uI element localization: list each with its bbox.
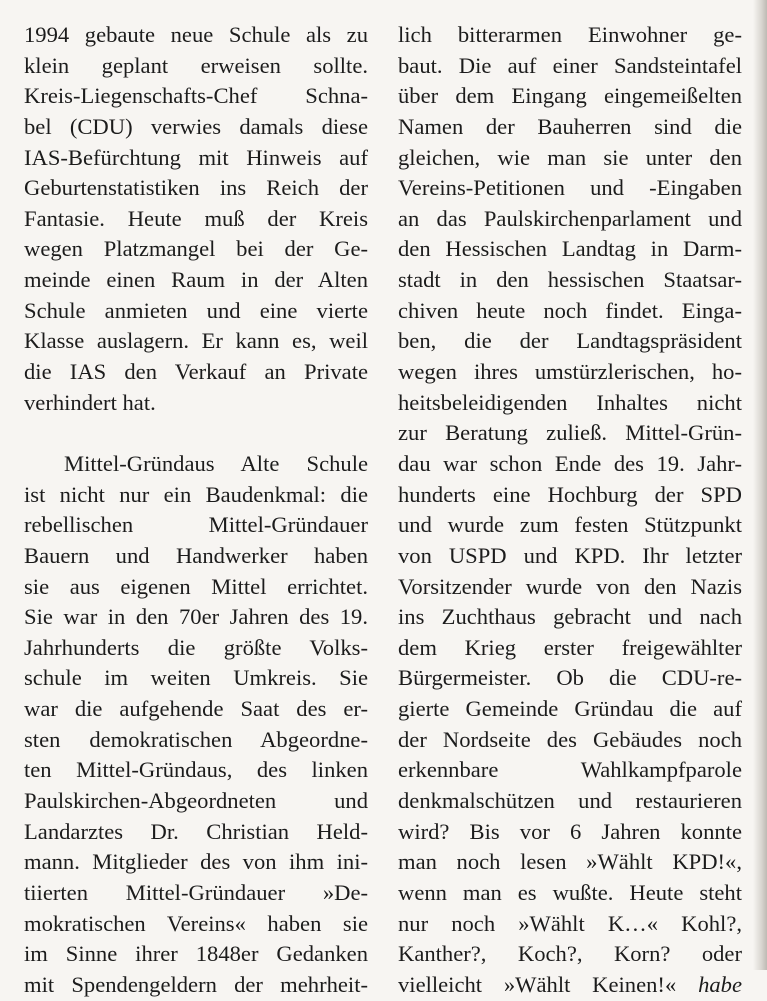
text-line: an das Paulskirchenparlament und bbox=[398, 205, 742, 231]
text-line: klein geplant erweisen sollte. bbox=[24, 52, 368, 78]
text-line: den Hessischen Landtag in Darm- bbox=[398, 236, 742, 262]
text-line: Jahrhunderts die größte Volks- bbox=[24, 634, 368, 660]
text-line: man noch lesen »Wählt KPD!«, bbox=[398, 849, 742, 875]
text-line: Vorsitzender wurde von den Nazis bbox=[398, 573, 742, 599]
page-edge-shadow bbox=[753, 0, 767, 970]
text-line: gleichen, wie man sie unter den bbox=[398, 144, 742, 170]
text-line: verhindert hat. bbox=[24, 389, 156, 415]
text-line: meinde einen Raum in der Alten bbox=[24, 267, 368, 293]
text-line: heitsbeleidigenden Inhaltes nicht bbox=[398, 389, 742, 415]
text-line: Kreis-Liegenschafts-Chef Schna- bbox=[24, 83, 368, 109]
paragraph-gap bbox=[24, 418, 368, 449]
text-line: Mittel-Gründaus Alte Schule bbox=[64, 450, 368, 476]
text-line: dem Krieg erster freigewählter bbox=[398, 634, 742, 660]
text-line: mokratischen Vereins« haben sie bbox=[24, 910, 368, 936]
text-line: Kanther?, Koch?, Korn? oder bbox=[398, 941, 742, 967]
text-line: hunderts eine Hochburg der SPD bbox=[398, 481, 742, 507]
right-column bbox=[398, 20, 742, 1001]
text-fragment: vielleicht »Wählt Keinen!« bbox=[398, 971, 677, 997]
text-line: denkmalschützen und restaurieren bbox=[398, 788, 742, 814]
text-line: schule im weiten Umkreis. Sie bbox=[24, 665, 368, 691]
text-line: die IAS den Verkauf an Private bbox=[24, 359, 368, 385]
text-line: Schule anmieten und eine vierte bbox=[24, 297, 368, 323]
text-line: Vereins-Petitionen und -Eingaben bbox=[398, 175, 742, 201]
text-line: von USPD und KPD. Ihr letzter bbox=[398, 542, 742, 568]
text-line: ten Mittel-Gründaus, des linken bbox=[24, 757, 368, 783]
text-line: baut. Die auf einer Sandsteintafel bbox=[398, 52, 742, 78]
text-line: und wurde zum festen Stützpunkt bbox=[398, 512, 742, 538]
text-line: war die aufgehende Saat des er- bbox=[24, 696, 368, 722]
text-line: wegen Platzmangel bei der Ge- bbox=[24, 236, 368, 262]
text-line: zur Beratung zuließ. Mittel-Grün- bbox=[398, 420, 742, 446]
left-column bbox=[24, 20, 368, 1001]
text-line: mit Spendengeldern der mehrheit- bbox=[24, 971, 368, 997]
final-line bbox=[398, 970, 742, 1001]
text-line: über dem Eingang eingemeißelten bbox=[398, 83, 742, 109]
text-line: sten demokratischen Abgeordne- bbox=[24, 726, 368, 752]
signature-text: habe bbox=[698, 971, 742, 997]
text-line: Klasse auslagern. Er kann es, weil bbox=[24, 328, 368, 354]
text-line: sie aus eigenen Mittel errichtet. bbox=[24, 573, 368, 599]
text-line: Landarztes Dr. Christian Held- bbox=[24, 818, 368, 844]
text-line: rebellischen Mittel-Gründauer bbox=[24, 512, 368, 538]
text-line: Bürgermeister. Ob die CDU-re- bbox=[398, 665, 742, 691]
text-line: erkennbare Wahlkampfparole bbox=[398, 757, 742, 783]
text-line: Fantasie. Heute muß der Kreis bbox=[24, 205, 368, 231]
text-line: ins Zuchthaus gebracht und nach bbox=[398, 604, 742, 630]
text-line: mann. Mitglieder des von ihm ini- bbox=[24, 849, 368, 875]
text-line: wenn man es wußte. Heute steht bbox=[398, 879, 742, 905]
text-line: im Sinne ihrer 1848er Gedanken bbox=[24, 941, 368, 967]
text-line: Paulskirchen-Abgeordneten und bbox=[24, 788, 368, 814]
text-line: ben, die der Landtagspräsident bbox=[398, 328, 742, 354]
text-line: wegen ihres umstürzlerischen, ho- bbox=[398, 359, 742, 385]
text-line: Namen der Bauherren sind die bbox=[398, 113, 742, 139]
text-line: bel (CDU) verwies damals diese bbox=[24, 113, 368, 139]
text-line: der Nordseite des Gebäudes noch bbox=[398, 726, 742, 752]
text-line: stadt in den hessischen Staatsar- bbox=[398, 267, 742, 293]
text-line: gierte Gemeinde Gründau die auf bbox=[398, 696, 742, 722]
text-line: Geburtenstatistiken ins Reich der bbox=[24, 175, 368, 201]
text-line: dau war schon Ende des 19. Jahr- bbox=[398, 450, 742, 476]
text-line: lich bitterarmen Einwohner ge- bbox=[398, 22, 742, 47]
text-line: IAS-Befürchtung mit Hinweis auf bbox=[24, 144, 368, 170]
text-line: Bauern und Handwerker haben bbox=[24, 542, 368, 568]
text-line: wird? Bis vor 6 Jahren konnte bbox=[398, 818, 742, 844]
text-line: ist nicht nur ein Baudenkmal: die bbox=[24, 481, 368, 507]
text-line: nur noch »Wählt K…« Kohl?, bbox=[398, 910, 742, 936]
text-line: Sie war in den 70er Jahren des 19. bbox=[24, 604, 368, 630]
text-line: chiven heute noch findet. Einga- bbox=[398, 297, 742, 323]
text-line: tiierten Mittel-Gründauer »De- bbox=[24, 879, 368, 905]
text-line: 1994 gebaute neue Schule als zu bbox=[24, 22, 368, 47]
